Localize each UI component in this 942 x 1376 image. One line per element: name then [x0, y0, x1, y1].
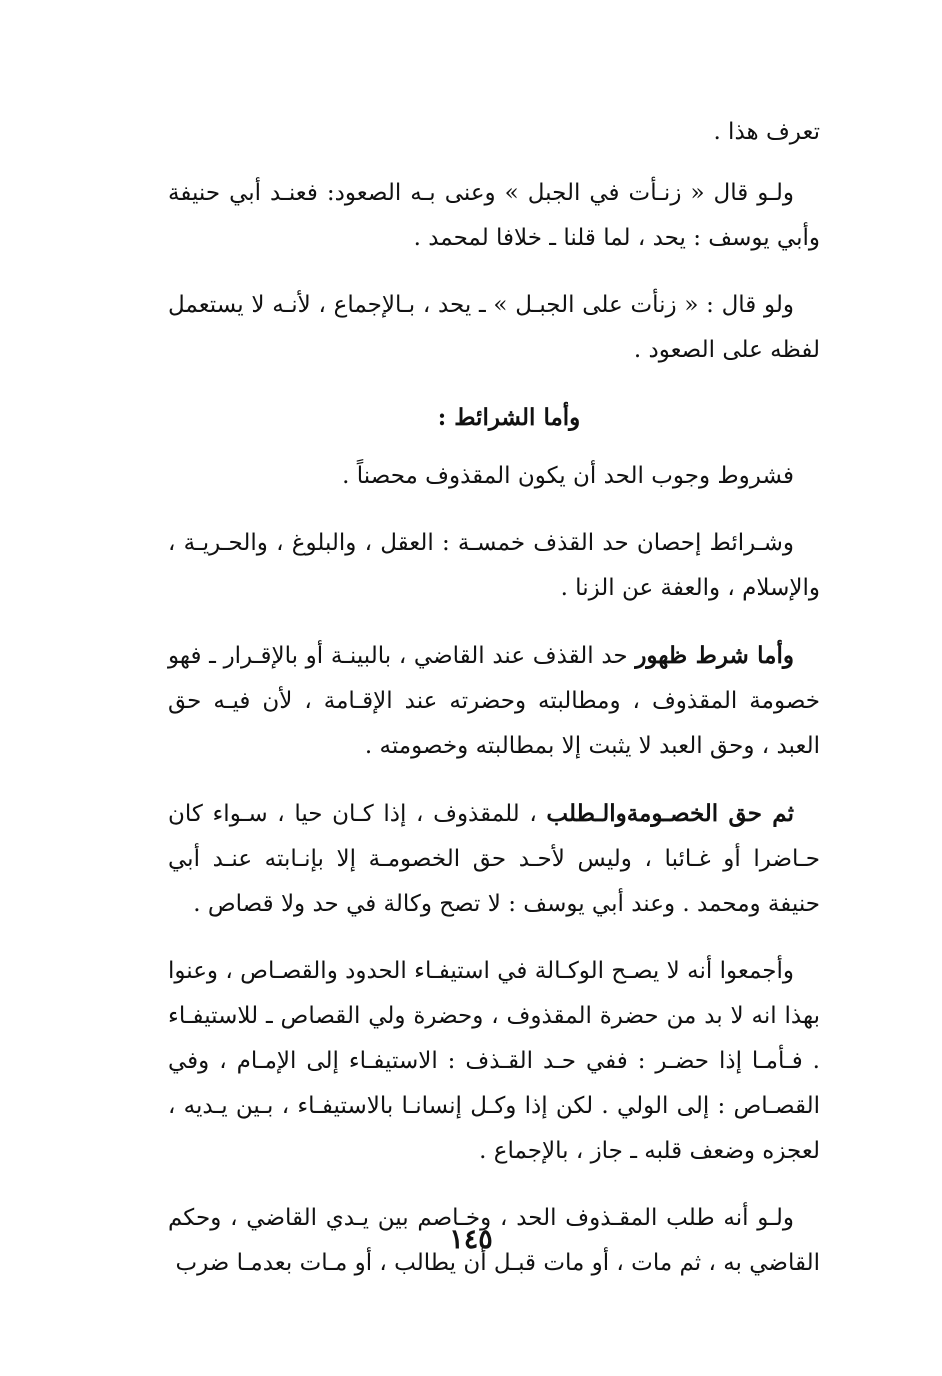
- paragraph-8: وأجمعوا أنه لا يصـح الوكـالة في استيفـاء الحدود والقصـاص ، وعنوا بهذا انه لا بد من حضرة المقذوف ، وحضرة ولي القصاص ـ للاستيفـاء . فـأمـا إذا حضـر : ففي حـد القـذف : الاستيفـاء إلى الإمـام ، وفي القصـاص : إلى الولي . لكن إذا وكـل إنسانـا بالاستيفـاء ، بـين يـديه ، لعجزه وضعف قلبه ـ جاز ، بالإجماع .: [168, 958, 820, 1164]
- page-body: [168, 110, 820, 1308]
- bold-phrase-litigation: ثم حق الخصـومةوالـطلب: [546, 800, 794, 827]
- paragraph-6-body: فهو خصومة المقذوف ، ومطالبته وحضرته عند الإقـامة ، لأن فيـه حق العبد ، وحق العبد لا يثبت إلا بمطالبته وخصومته .: [168, 643, 820, 759]
- paragraph-7-body: ، للمقذوف ، إذا كـان حيا ، سـواء كان حـاضرا أو غـائبا ، وليس لأحـد حق الخصومـة إلا بإنـابته عنـد أبي حنيفة ومحمد . وعند أبي يوسف : لا تصح وكالة في حد ولا قصاص .: [168, 801, 820, 917]
- paragraph-4: فشروط وجوب الحد أن يكون المقذوف محصناً .: [342, 463, 794, 489]
- paragraph-7: [168, 791, 820, 927]
- page-number: ١٤٥: [449, 1224, 493, 1255]
- paragraph-6-lead: حد القذف عند القاضي ، بالبينـة أو بالإقـرار ـ: [209, 643, 628, 669]
- bold-phrase-condition: وأما شرط ظهور: [635, 642, 794, 669]
- paragraph-3: ولو قال : « زنأت على الجبـل » ـ يحد ، بـالإجماع ، لأنـه لا يستعمل لفظه على الصعود .: [168, 292, 820, 363]
- section-heading: وأما الشرائط :: [437, 404, 581, 431]
- paragraph-6: [168, 633, 820, 769]
- paragraph-5: وشـرائط إحصان حد القذف خمسـة : العقل ، والبلوغ ، والحـريـة ، والإسلام ، والعفة عن الزنا .: [168, 530, 820, 601]
- paragraph-9: ولـو أنه طلب المقـذوف الحد ، وخـاصم بين يـدي القاضي ، وحكم القاضي به ، ثم مات ، أو مات قبـل أن يطالب ، أو مـات بعدمـا ضرب: [168, 1205, 820, 1276]
- paragraph-1: تعرف هذا .: [713, 119, 820, 145]
- paragraph-2: ولـو قال « زنـأت في الجبل » وعنى بـه الصعود: فعنـد أبي حنيفة وأبي يوسف : يحد ، لما قلنا ـ خلافا لمحمد .: [168, 180, 820, 251]
